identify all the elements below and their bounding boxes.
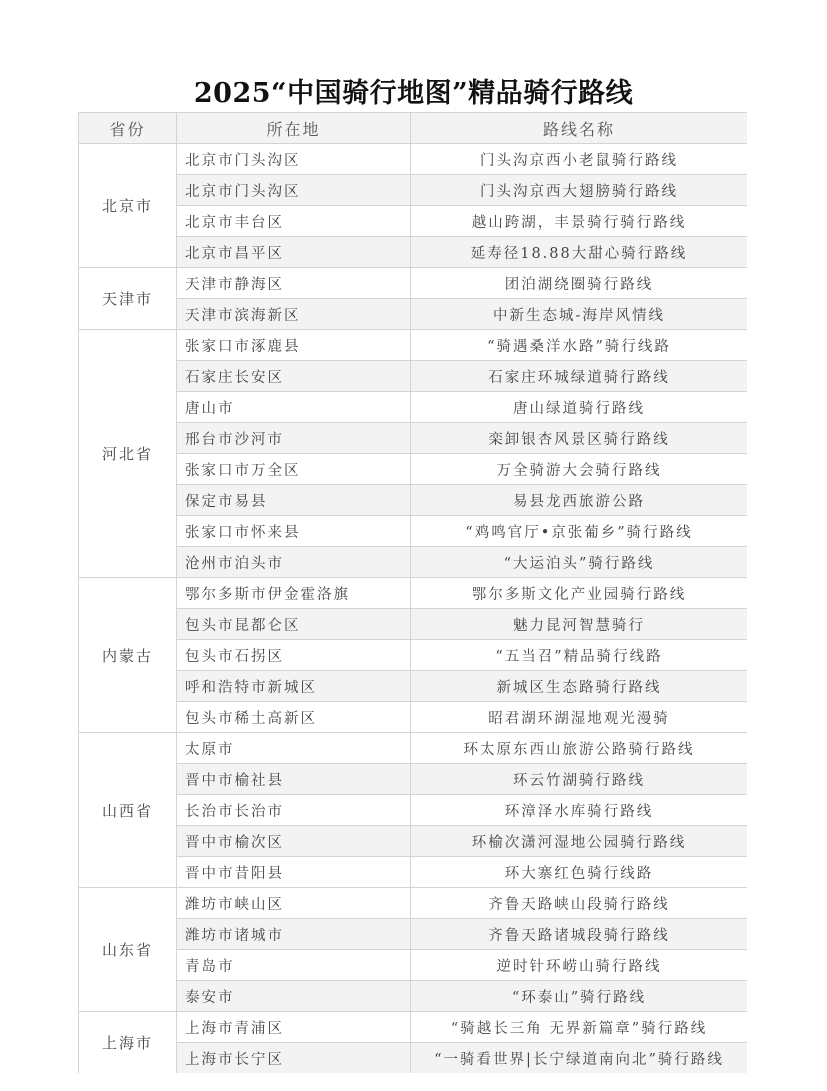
- location-cell: 长治市长治市: [177, 795, 411, 826]
- location-cell: 晋中市榆社县: [177, 764, 411, 795]
- route-name-cell: 环大寨红色骑行线路: [411, 857, 748, 888]
- route-name-cell: 门头沟京西小老鼠骑行路线: [411, 144, 748, 175]
- location-cell: 呼和浩特市新城区: [177, 671, 411, 702]
- table-row: [79, 392, 748, 423]
- location-cell: 晋中市榆次区: [177, 826, 411, 857]
- location-cell: 潍坊市峡山区: [177, 888, 411, 919]
- route-name-cell: 环榆次潇河湿地公园骑行路线: [411, 826, 748, 857]
- location-cell: 石家庄长安区: [177, 361, 411, 392]
- route-name-cell: 石家庄环城绿道骑行路线: [411, 361, 748, 392]
- routes-table: [78, 112, 747, 1073]
- route-name-cell: 鄂尔多斯文化产业园骑行路线: [411, 578, 748, 609]
- route-name-cell: “大运泊头”骑行路线: [411, 547, 748, 578]
- table-row: [79, 671, 748, 702]
- routes-table-container: [78, 112, 747, 1073]
- route-name-cell: 栾卸银杏风景区骑行路线: [411, 423, 748, 454]
- province-cell: 北京市: [79, 144, 177, 268]
- header-row: [79, 113, 748, 144]
- table-row: [79, 268, 748, 299]
- location-cell: 邢台市沙河市: [177, 423, 411, 454]
- location-cell: 包头市稀土高新区: [177, 702, 411, 733]
- table-row: [79, 640, 748, 671]
- location-cell: 唐山市: [177, 392, 411, 423]
- table-row: [79, 919, 748, 950]
- route-name-cell: “鸡鸣官厅•京张葡乡”骑行路线: [411, 516, 748, 547]
- page-title: 2025“中国骑行地图”精品骑行路线: [193, 78, 634, 109]
- table-row: [79, 578, 748, 609]
- header-province: 省份: [79, 113, 177, 144]
- location-cell: 张家口市涿鹿县: [177, 330, 411, 361]
- route-name-cell: “一骑看世界|长宁绿道南向北”骑行路线: [411, 1043, 748, 1074]
- route-name-cell: 门头沟京西大翅膀骑行路线: [411, 175, 748, 206]
- table-row: [79, 206, 748, 237]
- province-cell: 内蒙古: [79, 578, 177, 733]
- route-name-cell: 易县龙西旅游公路: [411, 485, 748, 516]
- table-header: [79, 113, 748, 144]
- table-row: [79, 795, 748, 826]
- table-row: [79, 702, 748, 733]
- route-name-cell: “骑越长三角 无界新篇章”骑行路线: [411, 1012, 748, 1043]
- route-name-cell: 环漳泽水库骑行路线: [411, 795, 748, 826]
- location-cell: 北京市昌平区: [177, 237, 411, 268]
- location-cell: 太原市: [177, 733, 411, 764]
- table-row: [79, 609, 748, 640]
- table-row: [79, 485, 748, 516]
- location-cell: 北京市门头沟区: [177, 144, 411, 175]
- location-cell: 天津市滨海新区: [177, 299, 411, 330]
- location-cell: 包头市昆都仑区: [177, 609, 411, 640]
- location-cell: 北京市丰台区: [177, 206, 411, 237]
- header-location: 所在地: [177, 113, 411, 144]
- route-name-cell: 魅力昆河智慧骑行: [411, 609, 748, 640]
- table-row: [79, 733, 748, 764]
- table-row: [79, 175, 748, 206]
- route-name-cell: 延寿径18.88大甜心骑行路线: [411, 237, 748, 268]
- route-name-cell: 齐鲁天路诸城段骑行路线: [411, 919, 748, 950]
- table-row: [79, 144, 748, 175]
- location-cell: 鄂尔多斯市伊金霍洛旗: [177, 578, 411, 609]
- table-row: [79, 423, 748, 454]
- table-row: [79, 981, 748, 1012]
- location-cell: 北京市门头沟区: [177, 175, 411, 206]
- route-name-cell: 环太原东西山旅游公路骑行路线: [411, 733, 748, 764]
- location-cell: 包头市石拐区: [177, 640, 411, 671]
- route-name-cell: “骑遇桑洋水路”骑行线路: [411, 330, 748, 361]
- table-body: [79, 144, 748, 1074]
- province-cell: 上海市: [79, 1012, 177, 1074]
- location-cell: 上海市长宁区: [177, 1043, 411, 1074]
- route-name-cell: 团泊湖绕圈骑行路线: [411, 268, 748, 299]
- province-cell: 山东省: [79, 888, 177, 1012]
- location-cell: 沧州市泊头市: [177, 547, 411, 578]
- table-row: [79, 826, 748, 857]
- location-cell: 天津市静海区: [177, 268, 411, 299]
- table-row: [79, 516, 748, 547]
- header-route-name: 路线名称: [411, 113, 748, 144]
- location-cell: 张家口市万全区: [177, 454, 411, 485]
- route-name-cell: 唐山绿道骑行路线: [411, 392, 748, 423]
- province-cell: 河北省: [79, 330, 177, 578]
- table-row: [79, 237, 748, 268]
- province-cell: 山西省: [79, 733, 177, 888]
- route-name-cell: 新城区生态路骑行路线: [411, 671, 748, 702]
- table-row: [79, 299, 748, 330]
- route-name-cell: 昭君湖环湖湿地观光漫骑: [411, 702, 748, 733]
- route-name-cell: 中新生态城-海岸风情线: [411, 299, 748, 330]
- route-name-cell: 逆时针环崂山骑行路线: [411, 950, 748, 981]
- table-row: [79, 1043, 748, 1074]
- location-cell: 潍坊市诸城市: [177, 919, 411, 950]
- location-cell: 张家口市怀来县: [177, 516, 411, 547]
- location-cell: 泰安市: [177, 981, 411, 1012]
- location-cell: 青岛市: [177, 950, 411, 981]
- table-row: [79, 330, 748, 361]
- table-row: [79, 888, 748, 919]
- route-name-cell: 环云竹湖骑行路线: [411, 764, 748, 795]
- table-row: [79, 764, 748, 795]
- route-name-cell: 万全骑游大会骑行路线: [411, 454, 748, 485]
- route-name-cell: “环泰山”骑行路线: [411, 981, 748, 1012]
- table-row: [79, 361, 748, 392]
- table-row: [79, 1012, 748, 1043]
- route-name-cell: 越山跨湖，丰景骑行骑行路线: [411, 206, 748, 237]
- location-cell: 晋中市昔阳县: [177, 857, 411, 888]
- table-row: [79, 857, 748, 888]
- table-row: [79, 454, 748, 485]
- location-cell: 上海市青浦区: [177, 1012, 411, 1043]
- location-cell: 保定市易县: [177, 485, 411, 516]
- route-name-cell: “五当召”精品骑行线路: [411, 640, 748, 671]
- table-row: [79, 547, 748, 578]
- province-cell: 天津市: [79, 268, 177, 330]
- table-row: [79, 950, 748, 981]
- route-name-cell: 齐鲁天路峡山段骑行路线: [411, 888, 748, 919]
